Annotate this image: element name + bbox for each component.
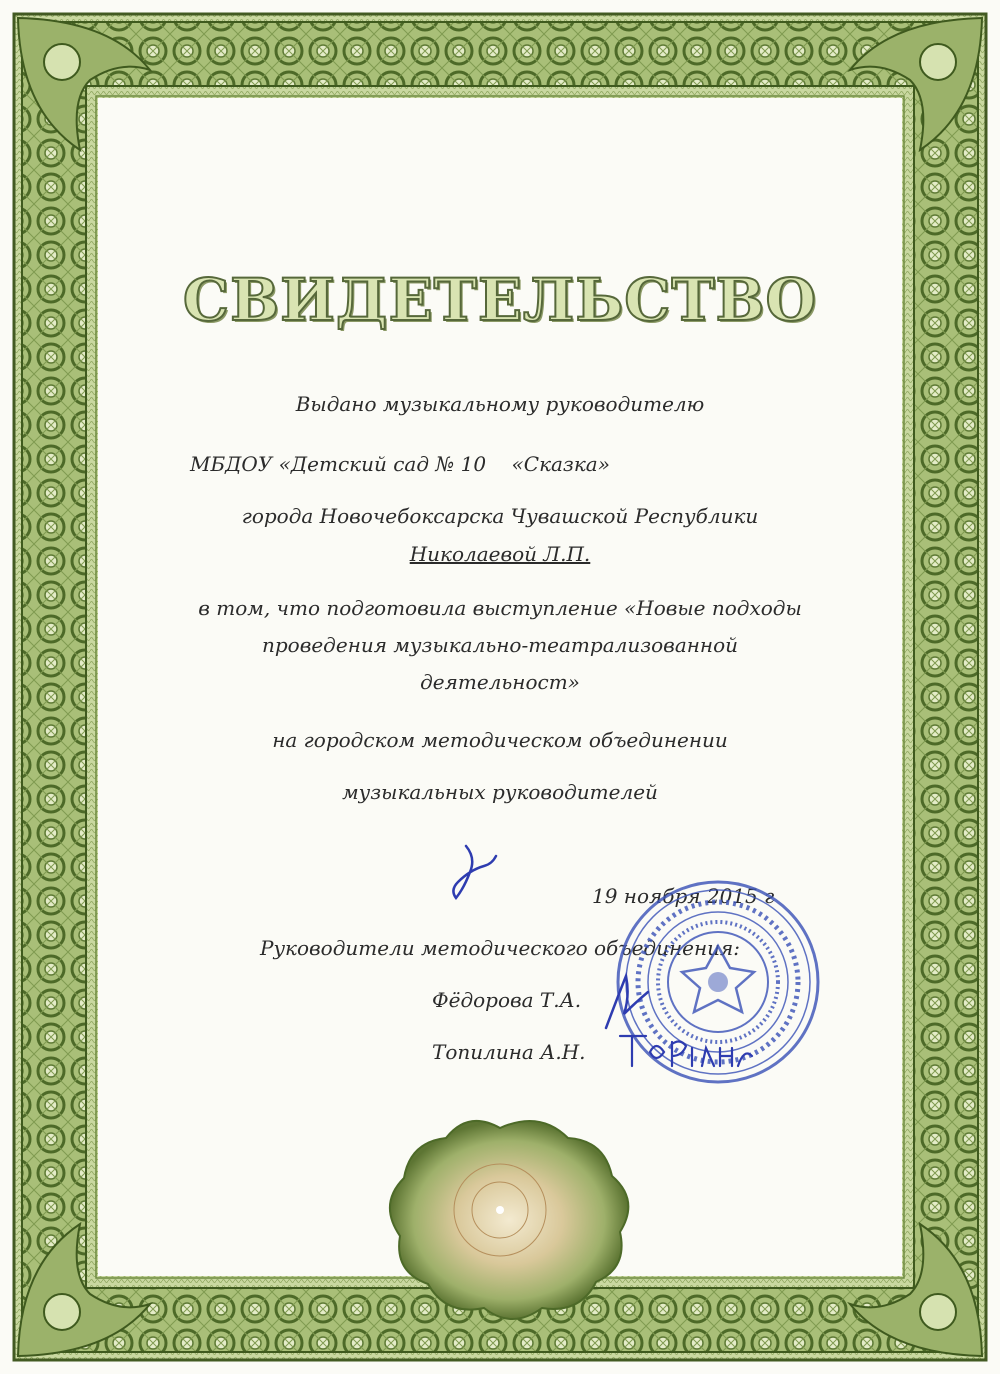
- venue-line-2: музыкальных руководителей: [342, 780, 658, 804]
- issued-to-line: Выдано музыкальному руководителю: [295, 392, 705, 416]
- venue-line-1: на городском методическом объединении: [272, 728, 728, 752]
- certificate-title: СВИДЕТЕЛЬСТВО: [182, 266, 818, 334]
- body-line-3: деятельност»: [420, 670, 580, 694]
- institution-line: МБДОУ «Детский сад № 10 «Сказка»: [190, 452, 610, 476]
- signatory-1: Фёдорова Т.А.: [432, 988, 582, 1012]
- signature-mark: [436, 838, 506, 908]
- signatory-2: Топилина А.Н.: [432, 1040, 586, 1064]
- date-line: 19 ноября 2015 г: [592, 884, 775, 908]
- city-line: города Новочебоксарска Чувашской Республики: [241, 504, 759, 528]
- recipient-name: Николаевой Л.П.: [409, 542, 591, 566]
- body-line-2: проведения музыкально-театрализованной: [261, 633, 739, 657]
- body-line-1: в том, что подготовила выступление «Новые подходы: [198, 596, 802, 620]
- heads-label: Руководители методического объединения:: [259, 936, 741, 960]
- signature-topilina: [616, 1026, 756, 1072]
